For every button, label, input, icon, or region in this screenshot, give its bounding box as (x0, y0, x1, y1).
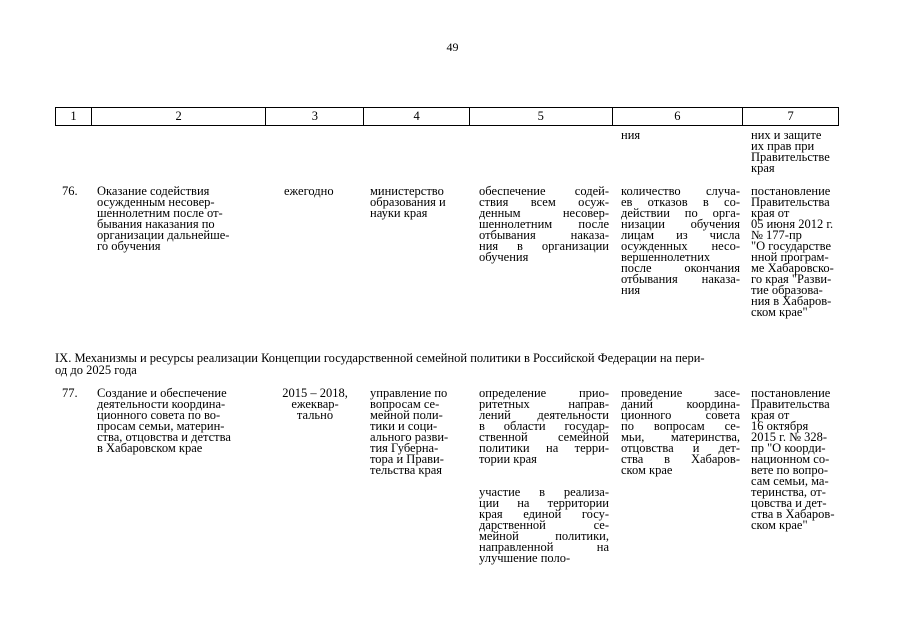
text-line: ствия всем осуж- (479, 195, 609, 209)
text-line: шеннолетним после (479, 217, 609, 231)
text-line: № 177-пр (751, 228, 802, 242)
text-line: го обучения (97, 239, 161, 253)
text-line: в Хабаровском крае (97, 441, 203, 455)
text-line: низации обучения (621, 217, 740, 231)
text-line: отбывания наказа- (479, 228, 609, 242)
text-line: Правительстве (751, 150, 830, 164)
text-line: Правительства (751, 195, 830, 209)
text-line: проведение засе- (621, 386, 740, 400)
text-line: ции на территории (479, 496, 609, 510)
text-line: ев отказов в со- (621, 195, 740, 209)
text-line: ния в организации (479, 239, 609, 253)
text-line: по вопросам се- (621, 419, 740, 433)
continuation-col6 (621, 130, 640, 141)
text-line: края (751, 161, 775, 175)
page-number: 49 (446, 40, 459, 54)
text-line: их прав при (751, 139, 815, 153)
text-line: шеннолетним после от- (97, 206, 223, 220)
text-line: тие образова- (751, 283, 823, 297)
text-line: них и защите (751, 128, 822, 142)
text-line: дарственной се- (479, 518, 609, 532)
text-line: тельства края (370, 463, 442, 477)
text-line: 16 октября (751, 419, 809, 433)
text-line: мейной поли- (370, 408, 443, 422)
text-line: сам семьи, ма- (751, 474, 829, 488)
header-col-2: 2 (92, 108, 267, 125)
text-line: "О государстве (751, 239, 832, 253)
text-line: вете по вопро- (751, 463, 828, 477)
text-line: ритетных направ- (479, 397, 609, 411)
row76-indicator (621, 186, 740, 296)
text-line: министерство (370, 184, 444, 198)
text-line: отбывания наказа- (621, 272, 740, 286)
text-line: количество случа- (621, 184, 740, 198)
text-line: нной програм- (751, 250, 829, 264)
text-line: деятельности координа- (97, 397, 226, 411)
row77-executor (370, 388, 448, 476)
text-line: мьи, материнства, (621, 430, 740, 444)
text-line: вопросам се- (370, 397, 440, 411)
header-col-4: 4 (364, 108, 470, 125)
text-line: денным несовер- (479, 206, 609, 220)
row76-deadline (284, 186, 334, 197)
text-line: ционного совета (621, 408, 740, 422)
row76-result (479, 186, 609, 263)
text-line: края от (751, 408, 790, 422)
text-line: од до 2025 года (55, 363, 137, 377)
text-line: ства в Хабаров- (751, 507, 835, 521)
text-line: 2015 – 2018, (282, 386, 348, 400)
header-col-6: 6 (613, 108, 744, 125)
row77-number: 77. (62, 386, 78, 400)
text-line: национном со- (751, 452, 830, 466)
text-line: ния в Хабаров- (751, 294, 832, 308)
row76-measure (97, 186, 229, 252)
continuation-col7 (751, 130, 830, 174)
row77-indicator (621, 388, 740, 476)
text-line: 05 июня 2012 г. (751, 217, 834, 231)
text-line: ционного совета по во- (97, 408, 221, 422)
text-line: тории края (479, 452, 537, 466)
text-line: бывания наказания по (97, 217, 215, 231)
text-line: 2015 г. № 328- (751, 430, 828, 444)
text-line: участие в реализа- (479, 485, 609, 499)
text-line: ния (621, 283, 641, 297)
row76-executor (370, 186, 446, 219)
text-line: осужденных несо- (621, 239, 740, 253)
text-line: Создание и обеспечение (97, 386, 227, 400)
text-line: ства в Хабаров- (621, 452, 740, 466)
text-line: осужденным несовер- (97, 195, 215, 209)
text-line: теринства, от- (751, 485, 826, 499)
table-header-row (55, 107, 839, 126)
text-line: ства, отцовства и детства (97, 430, 231, 444)
header-col-3: 3 (266, 108, 364, 125)
text-line: тора и Прави- (370, 452, 444, 466)
header-col-1: 1 (56, 108, 92, 125)
text-line: ственной семейной (479, 430, 609, 444)
text-line: ежегодно (284, 184, 334, 198)
text-line: организации дальнейше- (97, 228, 230, 242)
text-line: определение прио- (479, 386, 609, 400)
text-line: IX. Механизмы и ресурсы реализации Концепции государственной семейной политики в Российской Федерации на пери- (55, 351, 705, 365)
text-line: политики на терри- (479, 441, 609, 455)
row77-deadline (270, 388, 360, 421)
row77-document (751, 388, 835, 531)
text-line: вершеннолетних (621, 250, 711, 264)
text-line: ния (621, 128, 641, 142)
text-line: лений деятельности (479, 408, 609, 422)
text-line: цовства и дет- (751, 496, 827, 510)
row76-number: 76. (62, 184, 78, 198)
text-line: ском крае (621, 463, 673, 477)
row77-result-a (479, 388, 609, 465)
text-line: отцовства и дет- (621, 441, 740, 455)
text-line: в области государ- (479, 419, 609, 433)
text-line: науки края (370, 206, 428, 220)
text-line: края единой госу- (479, 507, 609, 521)
text-line: тики и соци- (370, 419, 438, 433)
text-line: ме Хабаровско- (751, 261, 834, 275)
text-line: обеспечение содей- (479, 184, 609, 198)
section-title (55, 352, 845, 376)
row76-document (751, 186, 834, 318)
text-line: го края "Разви- (751, 272, 832, 286)
text-line: ального разви- (370, 430, 449, 444)
text-line: пр "О коорди- (751, 441, 826, 455)
text-line: ском крае" (751, 305, 808, 319)
text-line: даний координа- (621, 397, 740, 411)
text-line: тально (296, 408, 334, 422)
text-line: постановление (751, 184, 831, 198)
text-line: Правительства (751, 397, 830, 411)
text-line: Оказание содействия (97, 184, 210, 198)
text-line: управление по (370, 386, 448, 400)
text-line: ежеквар- (291, 397, 339, 411)
text-line: обучения (479, 250, 529, 264)
text-line: образования и (370, 195, 446, 209)
text-line: постановление (751, 386, 831, 400)
text-line: тия Губерна- (370, 441, 439, 455)
text-line: действии по орга- (621, 206, 740, 220)
text-line: мейной политики, (479, 529, 609, 543)
header-col-7: 7 (787, 109, 794, 123)
text-line: после окончания (621, 261, 740, 275)
text-line: просам семьи, материн- (97, 419, 225, 433)
text-line: улучшение поло- (479, 551, 571, 565)
row77-result-b (479, 487, 609, 564)
row77-measure (97, 388, 231, 454)
header-col-5: 5 (470, 108, 613, 125)
text-line: края от (751, 206, 790, 220)
text-line: направленной на (479, 540, 609, 554)
text-line: ском крае" (751, 518, 808, 532)
text-line: лицам из числа (621, 228, 740, 242)
